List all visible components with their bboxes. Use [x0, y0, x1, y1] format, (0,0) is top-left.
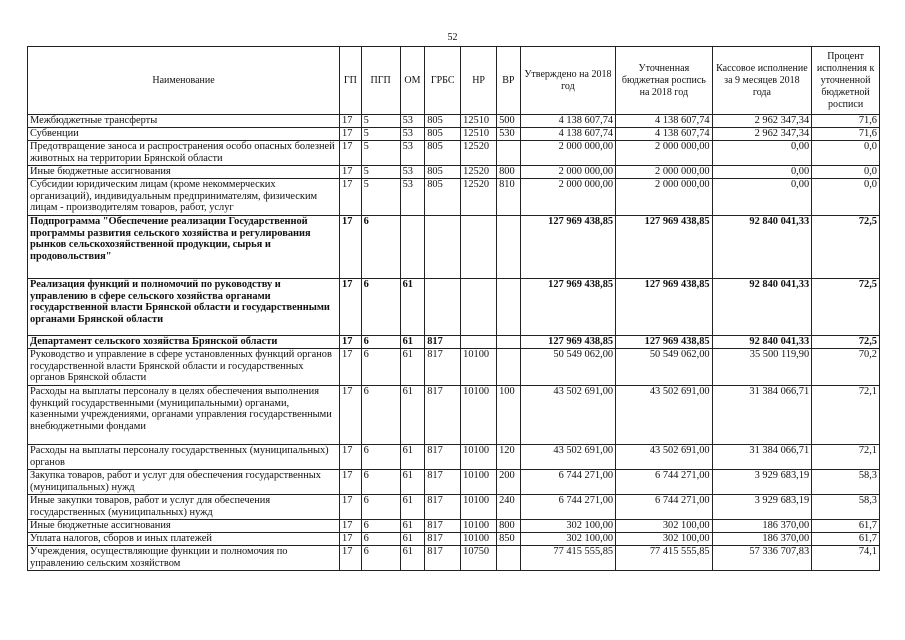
budget-table [27, 46, 880, 571]
table-header-row [28, 47, 880, 115]
table-row [28, 166, 880, 179]
cell-approved: 50 549 062,00 [520, 349, 615, 386]
cell-approved: 127 969 438,85 [520, 279, 615, 336]
cell-nr: 12520 [461, 141, 497, 166]
cell-ppgp: 6 [361, 279, 400, 336]
cell-om: 61 [400, 533, 425, 546]
cell-vr: 530 [497, 128, 521, 141]
cell-approved: 2 000 000,00 [520, 141, 615, 166]
cell-name: Руководство и управление в сфере установленных функций органов государственной власти Брянской области и государственных органов Брянской области [28, 349, 340, 386]
cell-percent: 72,5 [812, 279, 880, 336]
table-row [28, 128, 880, 141]
cell-cash: 3 929 683,19 [712, 470, 812, 495]
cell-cash: 92 840 041,33 [712, 336, 812, 349]
table-row [28, 386, 880, 445]
cell-gp: 17 [340, 533, 362, 546]
cell-ppgp: 6 [361, 336, 400, 349]
cell-ppgp: 6 [361, 445, 400, 470]
cell-refined: 2 000 000,00 [616, 141, 712, 166]
cell-refined: 43 502 691,00 [616, 445, 712, 470]
cell-refined: 127 969 438,85 [616, 279, 712, 336]
cell-refined: 4 138 607,74 [616, 128, 712, 141]
cell-approved: 2 000 000,00 [520, 166, 615, 179]
cell-nr: 10100 [461, 520, 497, 533]
header-refined: Уточненная бюджетная роспись на 2018 год [616, 47, 712, 115]
cell-cash: 2 962 347,34 [712, 115, 812, 128]
header-nr: НР [461, 47, 497, 115]
cell-refined: 127 969 438,85 [616, 336, 712, 349]
cell-approved: 302 100,00 [520, 520, 615, 533]
cell-nr: 10100 [461, 533, 497, 546]
cell-nr [461, 279, 497, 336]
cell-grbs: 805 [425, 141, 461, 166]
cell-gp: 17 [340, 128, 362, 141]
cell-percent: 58,3 [812, 495, 880, 520]
cell-ppgp: 6 [361, 546, 400, 571]
table-row [28, 179, 880, 216]
cell-nr: 10100 [461, 386, 497, 445]
cell-gp: 17 [340, 166, 362, 179]
cell-om: 53 [400, 179, 425, 216]
cell-gp: 17 [340, 279, 362, 336]
cell-name: Предотвращение заноса и распространения особо опасных болезней животных на территории Брянской области [28, 141, 340, 166]
cell-ppgp: 5 [361, 141, 400, 166]
cell-name: Закупка товаров, работ и услуг для обеспечения государственных (муниципальных) нужд [28, 470, 340, 495]
cell-approved: 2 000 000,00 [520, 179, 615, 216]
cell-ppgp: 6 [361, 216, 400, 279]
cell-cash: 0,00 [712, 179, 812, 216]
cell-om: 53 [400, 115, 425, 128]
table-row [28, 216, 880, 279]
cell-percent: 71,6 [812, 115, 880, 128]
cell-name: Расходы на выплаты персоналу в целях обеспечения выполнения функций государственными (муниципальными) органами, казенными учреждениями, органами управления государственными внебюджетными фондами [28, 386, 340, 445]
cell-ppgp: 6 [361, 349, 400, 386]
cell-vr: 100 [497, 386, 521, 445]
cell-refined: 43 502 691,00 [616, 386, 712, 445]
cell-ppgp: 6 [361, 520, 400, 533]
cell-refined: 2 000 000,00 [616, 166, 712, 179]
table-row [28, 141, 880, 166]
cell-cash: 0,00 [712, 166, 812, 179]
table-row [28, 336, 880, 349]
cell-percent: 0,0 [812, 166, 880, 179]
cell-percent: 61,7 [812, 533, 880, 546]
cell-grbs: 817 [425, 533, 461, 546]
cell-name: Департамент сельского хозяйства Брянской области [28, 336, 340, 349]
cell-gp: 17 [340, 546, 362, 571]
cell-gp: 17 [340, 141, 362, 166]
cell-gp: 17 [340, 336, 362, 349]
cell-grbs: 817 [425, 495, 461, 520]
cell-nr: 12510 [461, 115, 497, 128]
cell-gp: 17 [340, 386, 362, 445]
cell-gp: 17 [340, 115, 362, 128]
cell-om: 61 [400, 349, 425, 386]
cell-om: 61 [400, 546, 425, 571]
cell-om: 61 [400, 386, 425, 445]
cell-om: 61 [400, 495, 425, 520]
cell-percent: 71,6 [812, 128, 880, 141]
cell-om: 61 [400, 279, 425, 336]
header-om: ОМ [400, 47, 425, 115]
cell-vr [497, 349, 521, 386]
cell-nr: 10100 [461, 495, 497, 520]
cell-name: Иные бюджетные ассигнования [28, 520, 340, 533]
cell-percent: 72,1 [812, 445, 880, 470]
cell-cash: 31 384 066,71 [712, 386, 812, 445]
cell-vr: 200 [497, 470, 521, 495]
cell-approved: 6 744 271,00 [520, 495, 615, 520]
cell-approved: 302 100,00 [520, 533, 615, 546]
cell-name: Учреждения, осуществляющие функции и полномочия по управлению сельским хозяйством [28, 546, 340, 571]
cell-nr [461, 216, 497, 279]
cell-grbs [425, 279, 461, 336]
cell-nr: 12520 [461, 179, 497, 216]
cell-percent: 74,1 [812, 546, 880, 571]
table-row [28, 349, 880, 386]
cell-cash: 0,00 [712, 141, 812, 166]
cell-ppgp: 6 [361, 495, 400, 520]
cell-grbs: 805 [425, 179, 461, 216]
cell-nr: 10100 [461, 349, 497, 386]
cell-percent: 0,0 [812, 179, 880, 216]
cell-grbs: 805 [425, 115, 461, 128]
cell-om: 61 [400, 336, 425, 349]
table-row [28, 546, 880, 571]
cell-name: Иные бюджетные ассигнования [28, 166, 340, 179]
cell-name: Расходы на выплаты персоналу государственных (муниципальных) органов [28, 445, 340, 470]
cell-cash: 186 370,00 [712, 533, 812, 546]
cell-nr: 10100 [461, 445, 497, 470]
cell-vr [497, 216, 521, 279]
cell-nr: 10100 [461, 470, 497, 495]
header-percent: Процент исполнения к уточненной бюджетной росписи [812, 47, 880, 115]
table-row [28, 279, 880, 336]
cell-om: 53 [400, 166, 425, 179]
header-cash: Кассовое исполнение за 9 месяцев 2018 года [712, 47, 812, 115]
cell-percent: 72,5 [812, 216, 880, 279]
cell-om [400, 216, 425, 279]
cell-approved: 4 138 607,74 [520, 128, 615, 141]
cell-approved: 127 969 438,85 [520, 216, 615, 279]
cell-ppgp: 5 [361, 166, 400, 179]
header-approved: Утверждено на 2018 год [520, 47, 615, 115]
cell-approved: 43 502 691,00 [520, 445, 615, 470]
header-gp: ГП [340, 47, 362, 115]
cell-cash: 92 840 041,33 [712, 216, 812, 279]
cell-grbs: 817 [425, 470, 461, 495]
cell-percent: 0,0 [812, 141, 880, 166]
cell-nr: 12520 [461, 166, 497, 179]
cell-om: 61 [400, 445, 425, 470]
cell-grbs: 817 [425, 386, 461, 445]
table-row [28, 445, 880, 470]
cell-refined: 50 549 062,00 [616, 349, 712, 386]
cell-grbs [425, 216, 461, 279]
cell-vr [497, 546, 521, 571]
cell-om: 61 [400, 520, 425, 533]
cell-cash: 92 840 041,33 [712, 279, 812, 336]
cell-nr: 12510 [461, 128, 497, 141]
header-vr: ВР [497, 47, 521, 115]
header-grbs: ГРБС [425, 47, 461, 115]
cell-name: Реализация функций и полномочий по руководству и управлению в сфере сельского хозяйства органами государственной власти Брянской области и государственными органами Брянской области [28, 279, 340, 336]
cell-vr [497, 279, 521, 336]
cell-nr [461, 336, 497, 349]
cell-om: 53 [400, 128, 425, 141]
cell-vr [497, 336, 521, 349]
cell-refined: 4 138 607,74 [616, 115, 712, 128]
cell-gp: 17 [340, 216, 362, 279]
cell-refined: 127 969 438,85 [616, 216, 712, 279]
cell-name: Межбюджетные трансферты [28, 115, 340, 128]
cell-vr: 500 [497, 115, 521, 128]
header-ppgp: ПГП [361, 47, 400, 115]
cell-vr: 800 [497, 520, 521, 533]
cell-percent: 72,5 [812, 336, 880, 349]
cell-vr [497, 141, 521, 166]
cell-percent: 58,3 [812, 470, 880, 495]
cell-gp: 17 [340, 445, 362, 470]
cell-name: Подпрограмма "Обеспечение реализации Государственной программы развития сельского хозяйства и регулирования рынков сельскохозяйственной продукции, сырья и продовольствия" [28, 216, 340, 279]
cell-grbs: 805 [425, 166, 461, 179]
cell-ppgp: 6 [361, 470, 400, 495]
table-row [28, 533, 880, 546]
cell-vr: 120 [497, 445, 521, 470]
cell-cash: 3 929 683,19 [712, 495, 812, 520]
cell-percent: 61,7 [812, 520, 880, 533]
cell-vr: 810 [497, 179, 521, 216]
cell-cash: 57 336 707,83 [712, 546, 812, 571]
cell-grbs: 805 [425, 128, 461, 141]
cell-percent: 70,2 [812, 349, 880, 386]
cell-refined: 77 415 555,85 [616, 546, 712, 571]
cell-refined: 302 100,00 [616, 533, 712, 546]
cell-grbs: 817 [425, 520, 461, 533]
cell-gp: 17 [340, 179, 362, 216]
cell-grbs: 817 [425, 349, 461, 386]
cell-gp: 17 [340, 520, 362, 533]
cell-vr: 240 [497, 495, 521, 520]
cell-gp: 17 [340, 470, 362, 495]
cell-approved: 127 969 438,85 [520, 336, 615, 349]
cell-refined: 302 100,00 [616, 520, 712, 533]
header-name: Наименование [28, 47, 340, 115]
cell-refined: 6 744 271,00 [616, 495, 712, 520]
table-row [28, 495, 880, 520]
cell-approved: 4 138 607,74 [520, 115, 615, 128]
cell-ppgp: 5 [361, 115, 400, 128]
cell-grbs: 817 [425, 445, 461, 470]
cell-grbs: 817 [425, 546, 461, 571]
cell-name: Субвенции [28, 128, 340, 141]
cell-ppgp: 6 [361, 533, 400, 546]
table-row [28, 520, 880, 533]
cell-om: 53 [400, 141, 425, 166]
cell-cash: 2 962 347,34 [712, 128, 812, 141]
cell-ppgp: 5 [361, 128, 400, 141]
cell-approved: 6 744 271,00 [520, 470, 615, 495]
cell-gp: 17 [340, 349, 362, 386]
cell-vr: 850 [497, 533, 521, 546]
cell-grbs: 817 [425, 336, 461, 349]
cell-name: Иные закупки товаров, работ и услуг для обеспечения государственных (муниципальных) нужд [28, 495, 340, 520]
table-row [28, 470, 880, 495]
cell-refined: 2 000 000,00 [616, 179, 712, 216]
cell-cash: 186 370,00 [712, 520, 812, 533]
cell-cash: 35 500 119,90 [712, 349, 812, 386]
cell-cash: 31 384 066,71 [712, 445, 812, 470]
cell-approved: 43 502 691,00 [520, 386, 615, 445]
cell-approved: 77 415 555,85 [520, 546, 615, 571]
cell-om: 61 [400, 470, 425, 495]
cell-name: Субсидии юридическим лицам (кроме некоммерческих организаций), индивидуальным предпринимателям, физическим лицам - производителям товаров, работ, услуг [28, 179, 340, 216]
cell-ppgp: 6 [361, 386, 400, 445]
table-row [28, 115, 880, 128]
page-number: 52 [447, 32, 458, 43]
cell-ppgp: 5 [361, 179, 400, 216]
cell-name: Уплата налогов, сборов и иных платежей [28, 533, 340, 546]
cell-vr: 800 [497, 166, 521, 179]
cell-gp: 17 [340, 495, 362, 520]
cell-percent: 72,1 [812, 386, 880, 445]
cell-nr: 10750 [461, 546, 497, 571]
cell-refined: 6 744 271,00 [616, 470, 712, 495]
